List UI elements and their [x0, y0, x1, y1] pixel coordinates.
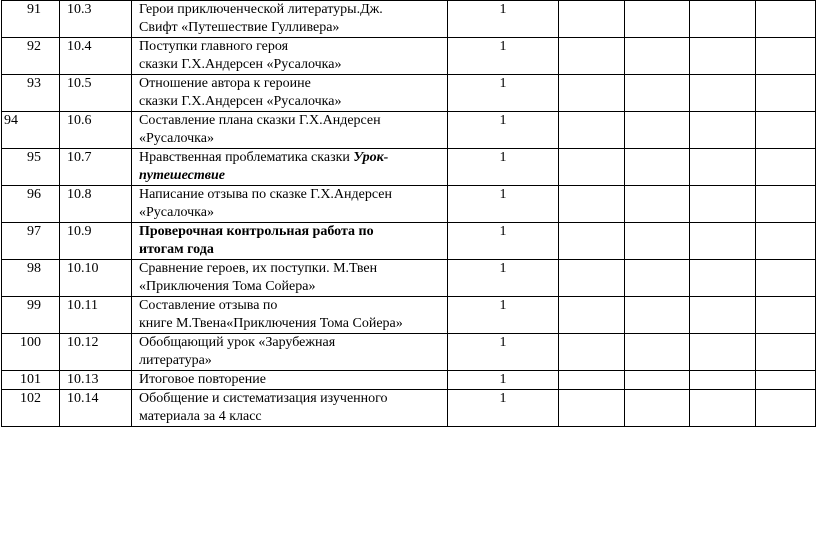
- empty-cell: [756, 149, 816, 186]
- lesson-number-cell: 101: [2, 371, 60, 390]
- topic-line: [139, 334, 445, 352]
- empty-cell: [756, 334, 816, 371]
- lesson-number-cell: 97: [2, 223, 60, 260]
- topic-text: Сравнение героев, их поступки. М.Твен: [139, 261, 378, 276]
- topic-line: [139, 130, 445, 148]
- empty-cell: [559, 149, 625, 186]
- empty-cell: [559, 297, 625, 334]
- topic-text: литература»: [139, 353, 212, 368]
- lesson-code-cell: 10.9: [60, 223, 132, 260]
- lesson-number-cell: 91: [2, 1, 60, 38]
- empty-cell: [756, 223, 816, 260]
- empty-cell: [625, 186, 690, 223]
- lesson-code-cell: 10.3: [60, 1, 132, 38]
- table-row: [2, 260, 816, 297]
- topic-line: [139, 390, 445, 408]
- empty-cell: [559, 1, 625, 38]
- topic-text: путешествие: [139, 168, 225, 183]
- topic-line: [139, 278, 445, 296]
- empty-cell: [625, 75, 690, 112]
- topic-line: [139, 75, 445, 93]
- empty-cell: [625, 260, 690, 297]
- lesson-topic-cell: [132, 1, 448, 38]
- empty-cell: [559, 112, 625, 149]
- empty-cell: [756, 390, 816, 427]
- table-row: [2, 75, 816, 112]
- hours-cell: 1: [448, 149, 559, 186]
- empty-cell: [690, 149, 756, 186]
- empty-cell: [690, 390, 756, 427]
- lesson-topic-cell: [132, 334, 448, 371]
- topic-text: сказки Г.Х.Андерсен «Русалочка»: [139, 94, 342, 109]
- hours-cell: 1: [448, 334, 559, 371]
- topic-text: Обобщающий урок «Зарубежная: [139, 335, 336, 350]
- topic-line: [139, 204, 445, 222]
- topic-line: [139, 297, 445, 315]
- table-row: [2, 186, 816, 223]
- empty-cell: [756, 112, 816, 149]
- table-row: [2, 297, 816, 334]
- topic-line: [139, 19, 445, 37]
- empty-cell: [690, 75, 756, 112]
- empty-cell: [690, 186, 756, 223]
- lesson-number-cell: 99: [2, 297, 60, 334]
- empty-cell: [559, 223, 625, 260]
- topic-text: Отношение автора к героине: [139, 76, 311, 91]
- lesson-code-cell: 10.13: [60, 371, 132, 390]
- lesson-topic-cell: [132, 112, 448, 149]
- table-row: [2, 390, 816, 427]
- lesson-topic-cell: [132, 390, 448, 427]
- empty-cell: [625, 390, 690, 427]
- empty-cell: [756, 38, 816, 75]
- lesson-plan-table: [1, 0, 816, 427]
- lesson-topic-cell: [132, 297, 448, 334]
- topic-text: Урок-: [353, 150, 389, 165]
- topic-text: Проверочная контрольная работа по: [139, 224, 374, 239]
- lesson-code-cell: 10.6: [60, 112, 132, 149]
- table-row: [2, 38, 816, 75]
- topic-line: [139, 112, 445, 130]
- empty-cell: [690, 371, 756, 390]
- hours-cell: 1: [448, 38, 559, 75]
- empty-cell: [625, 223, 690, 260]
- lesson-code-cell: 10.5: [60, 75, 132, 112]
- empty-cell: [756, 260, 816, 297]
- topic-line: [139, 408, 445, 426]
- topic-line: [139, 93, 445, 111]
- empty-cell: [690, 260, 756, 297]
- lesson-topic-cell: [132, 260, 448, 297]
- hours-cell: 1: [448, 390, 559, 427]
- lesson-code-cell: 10.7: [60, 149, 132, 186]
- hours-cell: 1: [448, 260, 559, 297]
- empty-cell: [559, 390, 625, 427]
- lesson-topic-cell: [132, 38, 448, 75]
- topic-text: Итоговое повторение: [139, 372, 266, 387]
- topic-line: [139, 241, 445, 259]
- empty-cell: [625, 38, 690, 75]
- lesson-number-cell: 102: [2, 390, 60, 427]
- table-row: [2, 112, 816, 149]
- empty-cell: [559, 260, 625, 297]
- empty-cell: [690, 112, 756, 149]
- empty-cell: [559, 371, 625, 390]
- topic-text: Составление отзыва по: [139, 298, 278, 313]
- empty-cell: [625, 1, 690, 38]
- lesson-number-cell: 93: [2, 75, 60, 112]
- topic-text: итогам года: [139, 242, 214, 257]
- topic-line: [139, 38, 445, 56]
- empty-cell: [690, 38, 756, 75]
- empty-cell: [625, 112, 690, 149]
- empty-cell: [625, 149, 690, 186]
- lesson-number-cell: 100: [2, 334, 60, 371]
- empty-cell: [559, 38, 625, 75]
- topic-text: Обобщение и систематизация изученного: [139, 391, 388, 406]
- hours-cell: 1: [448, 1, 559, 38]
- table-row: [2, 334, 816, 371]
- hours-cell: 1: [448, 371, 559, 390]
- empty-cell: [756, 371, 816, 390]
- lesson-number-cell: 96: [2, 186, 60, 223]
- lesson-topic-cell: [132, 186, 448, 223]
- empty-cell: [625, 334, 690, 371]
- empty-cell: [559, 75, 625, 112]
- topic-text: Герои приключенческой литературы.Дж.: [139, 2, 383, 17]
- topic-text: Написание отзыва по сказке Г.Х.Андерсен: [139, 187, 392, 202]
- table-body: [2, 1, 816, 427]
- table-row: [2, 371, 816, 390]
- topic-line: [139, 315, 445, 333]
- table-row: [2, 1, 816, 38]
- topic-text: Составление плана сказки Г.Х.Андерсен: [139, 113, 381, 128]
- topic-line: [139, 167, 445, 185]
- hours-cell: 1: [448, 297, 559, 334]
- topic-text: книге М.Твена«Приключения Тома Сойера»: [139, 316, 403, 331]
- topic-text: «Русалочка»: [139, 131, 214, 146]
- lesson-number-cell: 92: [2, 38, 60, 75]
- topic-line: [139, 371, 445, 389]
- lesson-code-cell: 10.8: [60, 186, 132, 223]
- empty-cell: [756, 75, 816, 112]
- empty-cell: [625, 297, 690, 334]
- topic-text: Поступки главного героя: [139, 39, 289, 54]
- lesson-topic-cell: [132, 371, 448, 390]
- empty-cell: [690, 334, 756, 371]
- topic-line: [139, 260, 445, 278]
- table-row: [2, 149, 816, 186]
- hours-cell: 1: [448, 186, 559, 223]
- empty-cell: [756, 186, 816, 223]
- lesson-code-cell: 10.4: [60, 38, 132, 75]
- topic-text: материала за 4 класс: [139, 409, 262, 424]
- topic-line: [139, 223, 445, 241]
- empty-cell: [756, 297, 816, 334]
- hours-cell: 1: [448, 112, 559, 149]
- empty-cell: [625, 371, 690, 390]
- lesson-code-cell: 10.10: [60, 260, 132, 297]
- topic-text: сказки Г.Х.Андерсен «Русалочка»: [139, 57, 342, 72]
- topic-line: [139, 56, 445, 74]
- empty-cell: [559, 186, 625, 223]
- topic-text: «Русалочка»: [139, 205, 214, 220]
- empty-cell: [690, 1, 756, 38]
- empty-cell: [690, 297, 756, 334]
- lesson-number-cell: 94: [2, 112, 60, 149]
- hours-cell: 1: [448, 223, 559, 260]
- topic-line: [139, 186, 445, 204]
- empty-cell: [690, 223, 756, 260]
- hours-cell: 1: [448, 75, 559, 112]
- topic-line: [139, 149, 445, 167]
- table-row: [2, 223, 816, 260]
- lesson-number-cell: 95: [2, 149, 60, 186]
- topic-text: Нравственная проблематика сказки: [139, 150, 354, 165]
- topic-text: «Приключения Тома Сойера»: [139, 279, 316, 294]
- lesson-topic-cell: [132, 223, 448, 260]
- empty-cell: [559, 334, 625, 371]
- lesson-code-cell: 10.14: [60, 390, 132, 427]
- topic-line: [139, 1, 445, 19]
- lesson-code-cell: 10.11: [60, 297, 132, 334]
- empty-cell: [756, 1, 816, 38]
- topic-text: Свифт «Путешествие Гулливера»: [139, 20, 340, 35]
- lesson-code-cell: 10.12: [60, 334, 132, 371]
- lesson-topic-cell: [132, 149, 448, 186]
- lesson-topic-cell: [132, 75, 448, 112]
- lesson-number-cell: 98: [2, 260, 60, 297]
- topic-line: [139, 352, 445, 370]
